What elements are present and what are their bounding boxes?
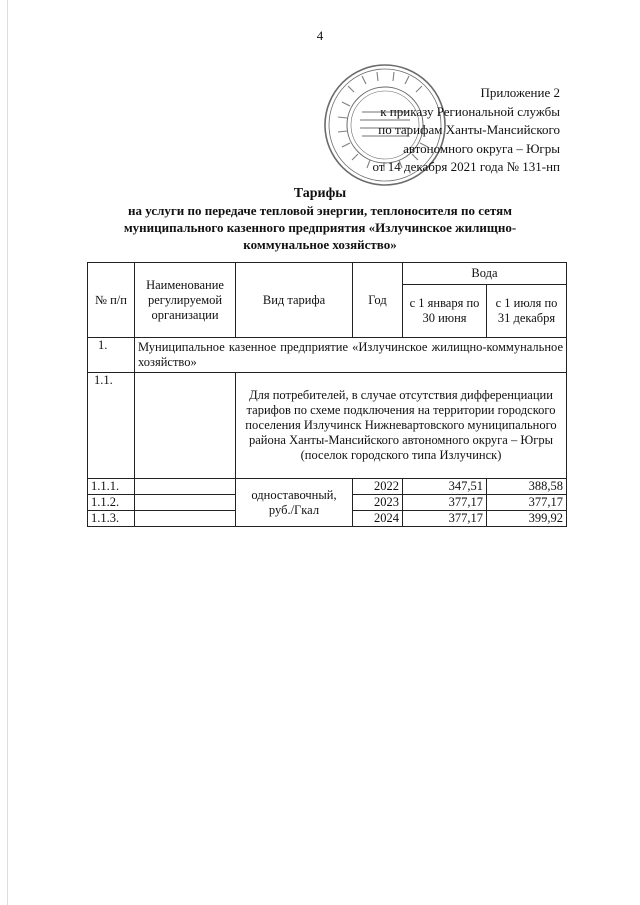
row-org-cell	[135, 495, 236, 511]
header-period-2: с 1 июля по 31 декабря	[487, 285, 567, 338]
title-line: муниципального казенного предприятия «Излучинское жилищно-	[123, 220, 517, 235]
document-title	[60, 185, 580, 253]
row-value-period-2: 377,17	[487, 495, 567, 511]
table-row	[88, 479, 567, 495]
appendix-block	[330, 84, 560, 177]
header-water: Вода	[403, 263, 567, 285]
header-num: № п/п	[88, 263, 135, 338]
subsection-num: 1.1.	[88, 373, 135, 479]
row-year: 2023	[353, 495, 403, 511]
row-value-period-2: 388,58	[487, 479, 567, 495]
header-period-1: с 1 января по 30 июня	[403, 285, 487, 338]
row-value-period-1: 347,51	[403, 479, 487, 495]
page-number: 4	[316, 28, 324, 43]
row-num: 1.1.3.	[88, 511, 135, 527]
row-year: 2024	[353, 511, 403, 527]
tariff-type-cell: одноставочный, руб./Гкал	[236, 479, 353, 527]
title-line: на услуги по передаче тепловой энергии, теплоносителя по сетям	[127, 203, 513, 218]
tariff-table	[87, 262, 567, 527]
scan-edge	[7, 0, 8, 905]
subsection-text: Для потребителей, в случае отсутствия дифференциации тарифов по схеме подключения на территории городского поселения Излучинск Нижневартовского муниципального района Ханты-Мансийского автономного округа – Югры (поселок городского типа Излучинск)	[236, 373, 567, 479]
row-year: 2022	[353, 479, 403, 495]
row-value-period-1: 377,17	[403, 495, 487, 511]
header-year: Год	[353, 263, 403, 338]
header-org: Наименование регулируемой организации	[135, 263, 236, 338]
row-value-period-2: 399,92	[487, 511, 567, 527]
row-value-period-1: 377,17	[403, 511, 487, 527]
section-text: Муниципальное казенное предприятие «Излучинское жилищно-коммунальное хозяйство»	[135, 338, 567, 373]
row-num: 1.1.1.	[88, 479, 135, 495]
title-heading: Тарифы	[293, 186, 347, 201]
row-org-cell	[135, 511, 236, 527]
row-num: 1.1.2.	[88, 495, 135, 511]
appendix-line: автономного округа – Югры	[403, 140, 560, 156]
header-tariff-type: Вид тарифа	[236, 263, 353, 338]
appendix-line: по тарифам Ханты-Мансийского	[378, 122, 560, 137]
title-line: коммунальное хозяйство»	[243, 237, 397, 252]
appendix-line: к приказу Региональной службы	[380, 103, 560, 119]
appendix-line: от 14 декабря 2021 года № 131-нп	[372, 159, 560, 174]
subsection-empty-cell	[135, 373, 236, 479]
row-org-cell	[135, 479, 236, 495]
appendix-line: Приложение 2	[480, 85, 560, 100]
section-num: 1.	[88, 338, 135, 373]
